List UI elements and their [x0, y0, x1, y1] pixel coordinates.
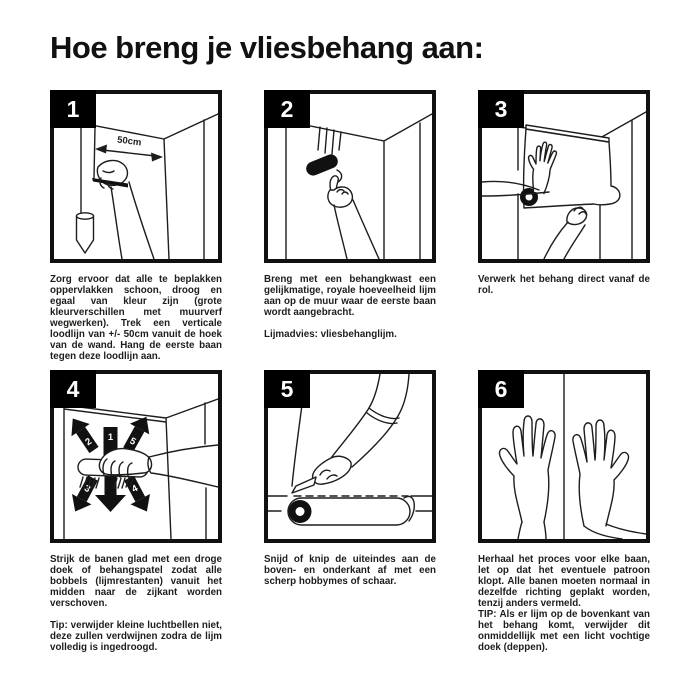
step-text-5: [264, 554, 436, 587]
step-badge: [50, 370, 96, 408]
arrow-label-3: 3: [82, 482, 93, 496]
arm-lines: [331, 374, 409, 467]
step-badge: [478, 90, 524, 128]
step-card-2: [264, 90, 436, 370]
measure-label: 50cm: [116, 134, 143, 149]
arm-lines: [111, 182, 154, 259]
arm-lines: [518, 522, 546, 539]
step-paragraph: Strijk de banen glad met een droge doek of behangspatel zodat alle bobbels (lijmrestanten) vanuit het midden naar de zijkant worden verschoven.: [50, 554, 222, 609]
page-title: Hoe breng je vliesbehang aan:: [50, 30, 484, 65]
pencil-guideline: [94, 127, 95, 178]
arrow-label-5: 5: [127, 435, 138, 448]
step-paragraph: Herhaal het proces voor elke baan, let op dat het eventuele patroon klopt. Alle banen moeten normaal in dezelfde richting geplakt worden, tenzij anders vermeld.: [478, 554, 650, 609]
step-number: 3: [494, 95, 508, 122]
step-number: 5: [280, 375, 294, 402]
utility-knife-icon: [292, 477, 316, 493]
measure-arrow: [95, 145, 163, 162]
right-hand: [573, 420, 646, 539]
plumb-bob-icon: [77, 213, 94, 253]
step-number: 6: [494, 375, 508, 402]
arrow-down-left: [65, 473, 102, 517]
step-card-4: [50, 370, 222, 653]
step-paragraph: Breng met een behangkwast een gelijkmatige, royale hoeveelheid lijm aan op de muur waar de eerste baan wordt aangebracht.: [264, 274, 436, 318]
wall-corner-lines: [286, 114, 432, 259]
step-paragraph: Tip: verwijder kleine luchtbellen niet, deze zullen verdwijnen zodra de lijm volledig is ingedroogd.: [50, 620, 222, 653]
step-number: 4: [66, 375, 80, 402]
step-panel-1: [50, 90, 222, 263]
wallpaper-roll-icon: [288, 496, 414, 525]
step-badge: [264, 90, 310, 128]
arrow-up-left: [64, 412, 103, 456]
arm-lines: [148, 445, 218, 487]
step-panel-6: [478, 370, 650, 543]
arrow-label-2: 2: [83, 436, 94, 449]
gripping-hand: [99, 445, 218, 487]
step-panel-2: [264, 90, 436, 263]
paint-roller-icon: [304, 152, 340, 177]
holding-hand: [544, 207, 587, 259]
step-text-6: [478, 554, 650, 653]
arrow-label-1: 1: [107, 432, 114, 443]
arm-lines: [544, 222, 585, 259]
step-paragraph: TIP: Als er lijm op de bovenkant van het behang komt, verwijder dit onmiddellijk met een licht vochtige doek (deppen).: [478, 609, 650, 653]
hand-with-pencil: [92, 160, 154, 259]
step-paragraph: Lijmadvies: vliesbehanglijm.: [264, 329, 397, 340]
step-panel-5: [264, 370, 436, 543]
step-number: 1: [66, 95, 80, 122]
step-text-1: [50, 274, 222, 362]
step-paragraph: Verwerk het behang direct vanaf de rol.: [478, 274, 650, 296]
step-panel-3: [478, 90, 650, 263]
step-text-2: [264, 274, 436, 340]
step-badge: [478, 370, 524, 408]
arm-lines: [334, 200, 379, 259]
pressing-hand: [482, 140, 558, 196]
step-card-6: [478, 370, 650, 653]
step-paragraph: Zorg ervoor dat alle te beplakken oppervlakken schoon, droog en egaal van kleur zijn (grote kleurverschillen met muurverf wegwerken). Trek een verticale loodlijn van +/- 50cm vanuit de hoek van de wand. Hang de eerste baan tegen deze loodlijn aan.: [50, 274, 222, 362]
step-text-3: [478, 274, 650, 296]
step-badge: [50, 90, 96, 128]
step-card-5: [264, 370, 436, 653]
arrow-label-4: 4: [129, 482, 140, 496]
left-hand: [500, 416, 556, 539]
steps-grid: [50, 90, 650, 653]
step-panel-4: [50, 370, 222, 543]
step-badge: [264, 370, 310, 408]
pointing-hand: [328, 176, 379, 259]
step-number: 2: [280, 95, 294, 122]
step-card-1: [50, 90, 222, 370]
arm-lines: [584, 524, 646, 539]
step-text-4: [50, 554, 222, 653]
step-paragraph: Snijd of knip de uiteindes aan de boven- en onderkant af met een scherp hobbymes of schaar.: [264, 554, 436, 587]
step-card-3: [478, 90, 650, 370]
